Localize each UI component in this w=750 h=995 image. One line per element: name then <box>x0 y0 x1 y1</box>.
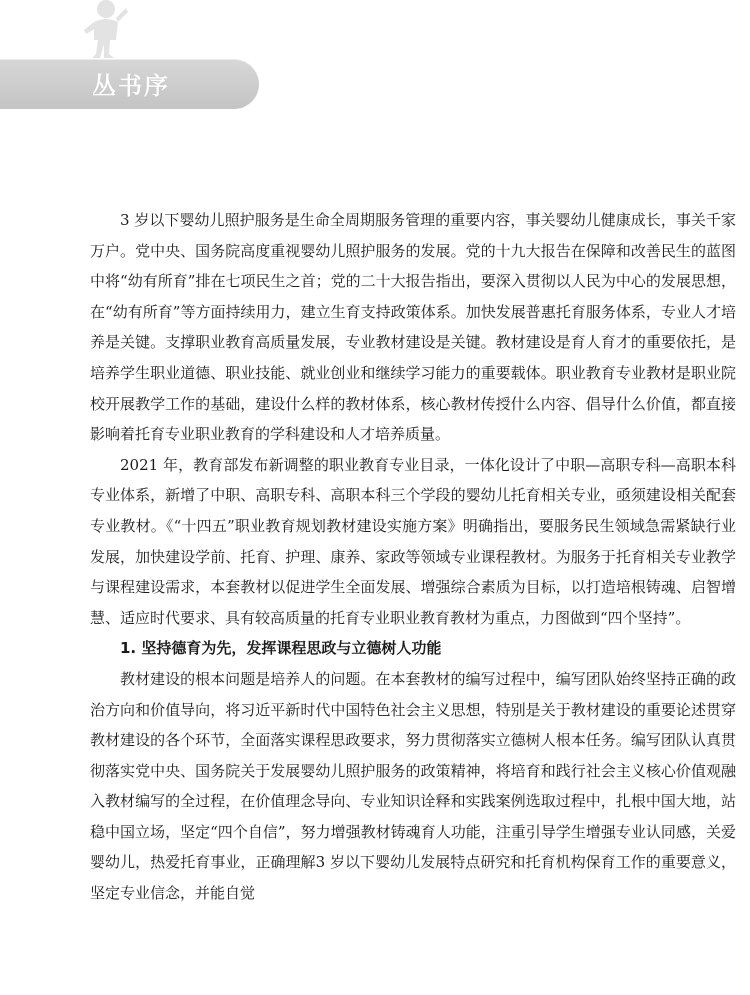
section-heading-1: 1. 坚持德育为先，发挥课程思政与立德树人功能 <box>120 639 442 658</box>
paragraph-1: 3 岁以下婴幼儿照护服务是生命全周期服务管理的重要内容，事关婴幼儿健康成长，事关千家万户。党中央、国务院高度重视婴幼儿照护服务的发展。党的十九大报告在保障和改善民生的蓝图中将“幼有所育”排在七项民生之首；党的二十大报告指出，要深入贯彻以人民为中心的发展思想，在“幼有所育”等方面持续用力，建立生育支持政策体系。加快发展普惠托育服务体系，专业人才培养是关键。支撑职业教育高质量发展，专业教材建设是关键。教材建设是育人育才的重要依托，是培养学生职业道德、职业技能、就业创业和继续学习能力的重要载体。职业教育专业教材是职业院校开展教学工作的基础，建设什么样的教材体系，核心教材传授什么内容、倡导什么价值，都直接影响着托育专业职业教育的学科建设和人才培养质量。 <box>90 211 736 444</box>
page-title: 丛书序 <box>92 71 170 100</box>
paragraph-2: 2021 年，教育部发布新调整的职业教育专业目录，一体化设计了中职—高职专科—高职本科专业体系，新增了中职、高职专科、高职本科三个学段的婴幼儿托育相关专业，亟须建设相关配套专业教材。《“十四五”职业教育规划教材建设实施方案》明确指出，要服务民生领域急需紧缺行业发展，加快建设学前、托育、护理、康养、家政等领域专业课程教材。为服务于托育相关专业教学与课程建设需求，本套教材以促进学生全面发展、增强综合素质为目标，以打造培根铸魂、启智增慧、适应时代要求、具有较高质量的托育专业职业教育教材为重点，力图做到“四个坚持”。 <box>90 455 736 627</box>
section-1-paragraph: 教材建设的根本问题是培养人的问题。在本套教材的编写过程中，编写团队始终坚持正确的政治方向和价值导向，将习近平新时代中国特色社会主义思想，特别是关于教材建设的重要论述贯穿教材建设的各个环节，全面落实课程思政要求，努力贯彻落实立德树人根本任务。编写团队认真贯彻落实党中央、国务院关于发展婴幼儿照护服务的政策精神，将培育和践行社会主义核心价值观融入教材编写的全过程，在价值理念导向、专业知识诠释和实践案例选取过程中，扎根中国大地，站稳中国立场，坚定“四个自信”，努力增强教材铸魂育人功能，注重引导学生增强专业认同感，关爱婴幼儿，热爱托育事业，正确理解3 岁以下婴幼儿发展特点研究和托育机构保育工作的重要意义，坚定专业信念，并能自觉 <box>90 669 736 903</box>
child-figure-icon <box>80 0 130 62</box>
preface-body <box>90 205 736 909</box>
